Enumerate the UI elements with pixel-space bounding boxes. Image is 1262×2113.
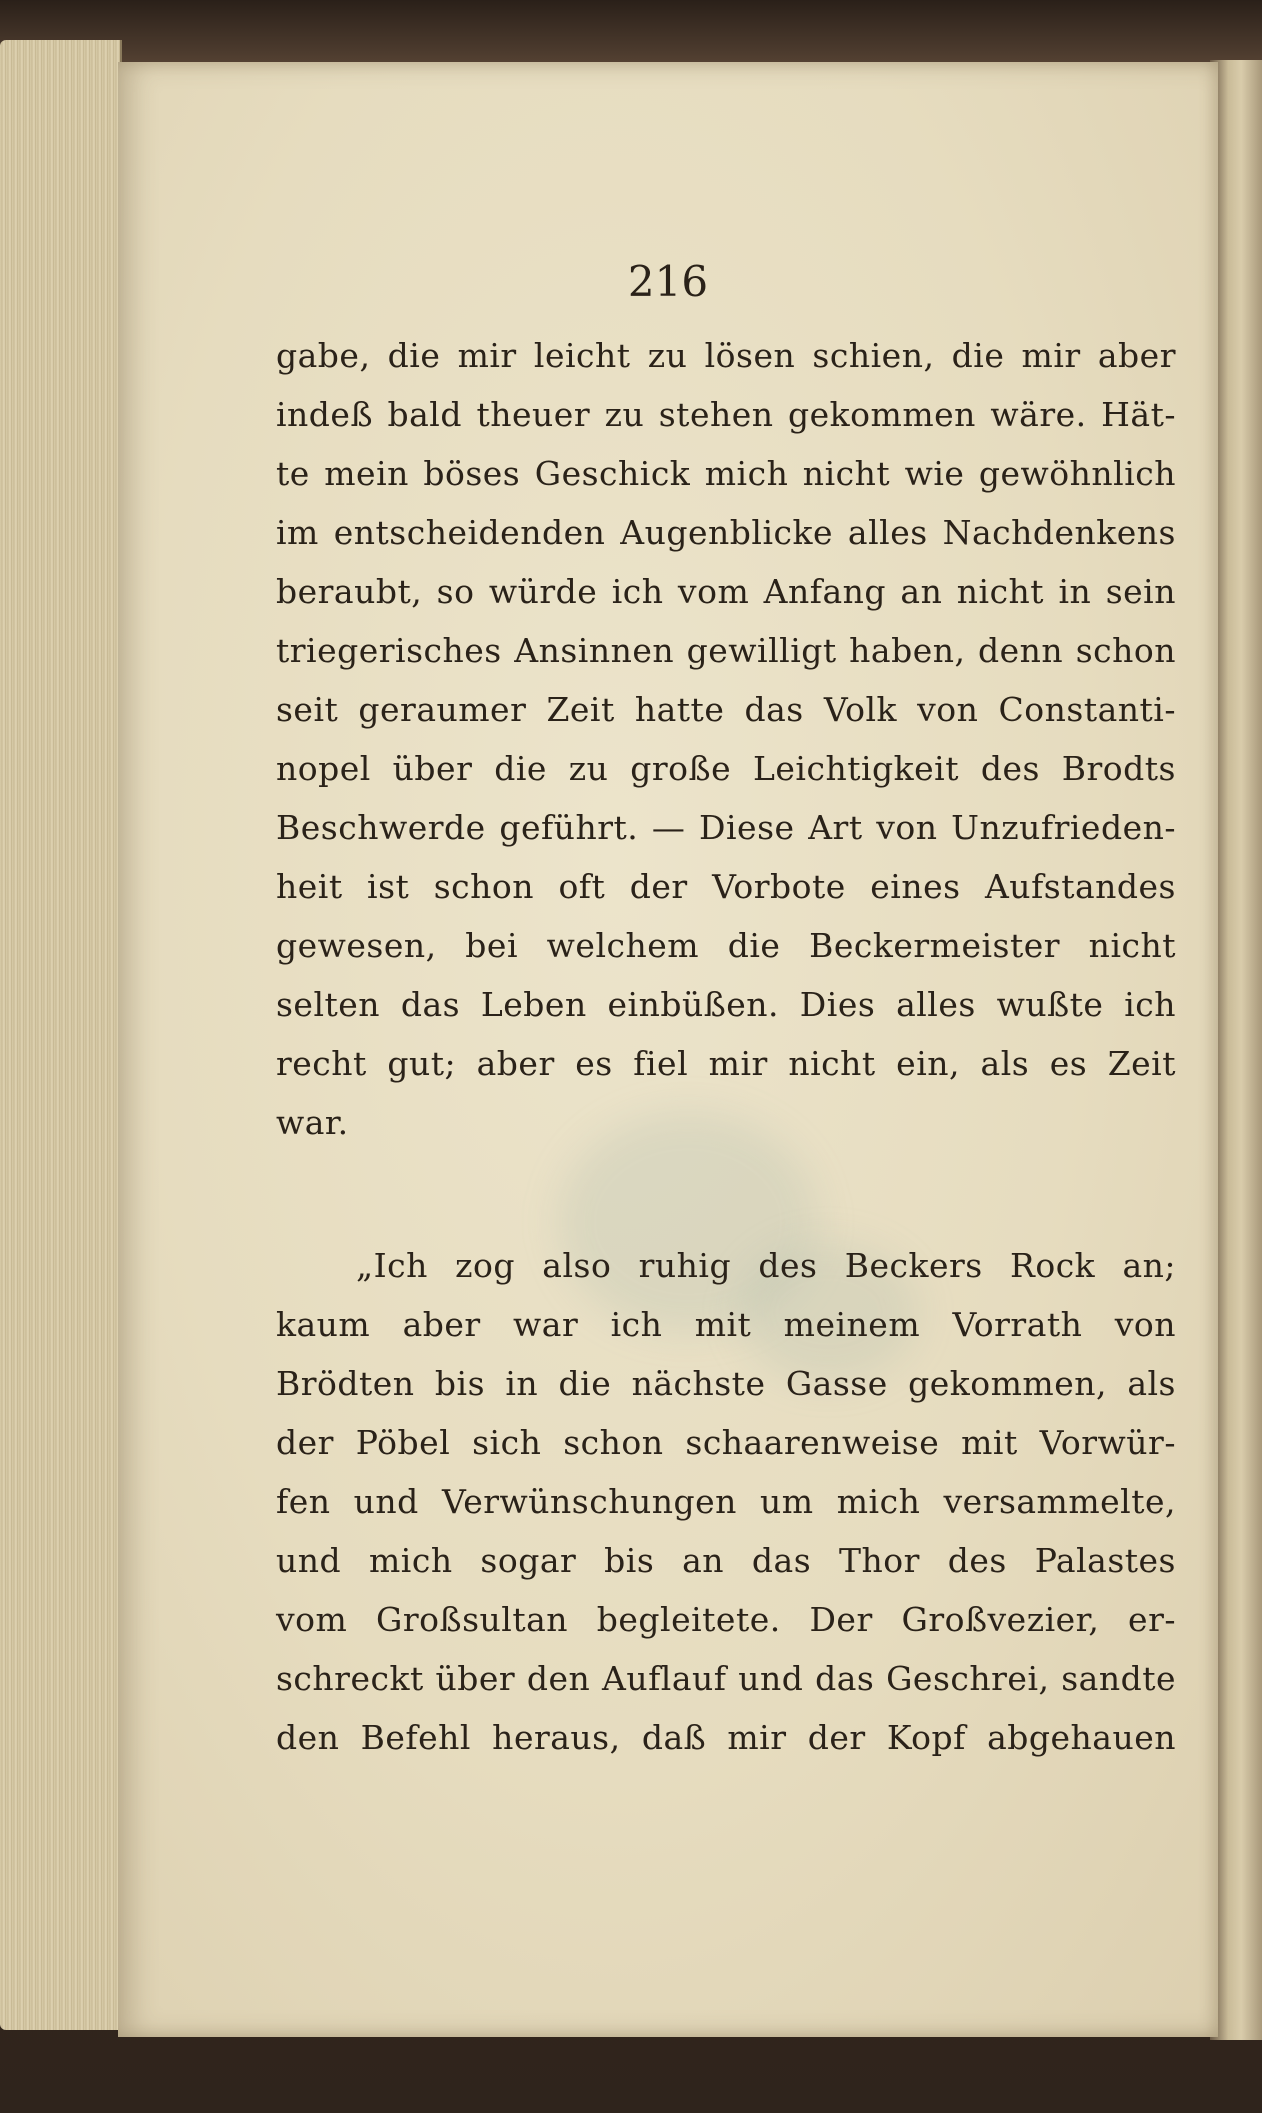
page-number: 216	[627, 257, 709, 306]
text-line: Brödten bis in die nächste Gasse gekommen, als	[276, 1364, 1176, 1403]
text-line: seit geraumer Zeit hatte das Volk von Constanti-	[276, 690, 1176, 729]
text-line: recht gut; aber es fiel mir nicht ein, als es Zeit	[276, 1044, 1176, 1083]
text-line: schreckt über den Auflauf und das Geschrei, sandte	[276, 1659, 1176, 1698]
text-line: beraubt, so würde ich vom Anfang an nicht in sein	[276, 572, 1176, 611]
text-line: Beschwerde geführt. — Diese Art von Unzufrieden-	[276, 808, 1176, 847]
text-line: gabe, die mir leicht zu lösen schien, die mir aber	[276, 336, 1176, 375]
page-stack-edge	[0, 40, 122, 2030]
paragraph	[276, 1236, 1176, 1767]
text-line: indeß bald theuer zu stehen gekommen wäre. Hät-	[276, 395, 1176, 434]
text-line: der Pöbel sich schon schaarenweise mit Vorwür-	[276, 1423, 1176, 1462]
body-text	[276, 326, 1176, 1767]
text-line: gewesen, bei welchem die Beckermeister nicht	[276, 926, 1176, 965]
text-line: te mein böses Geschick mich nicht wie gewöhnlich	[276, 454, 1176, 493]
text-line: vom Großsultan begleitete. Der Großvezier, er-	[276, 1600, 1176, 1639]
text-line: im entscheidenden Augenblicke alles Nachdenkens	[276, 513, 1176, 552]
text-line: selten das Leben einbüßen. Dies alles wußte ich	[276, 985, 1176, 1024]
paragraph	[276, 326, 1176, 1152]
text-line: heit ist schon oft der Vorbote eines Aufstandes	[276, 867, 1176, 906]
paragraph-gap	[276, 1152, 1176, 1236]
text-line: „Ich zog also ruhig des Beckers Rock an;	[356, 1246, 1176, 1285]
text-line: nopel über die zu große Leichtigkeit des Brodts	[276, 749, 1176, 788]
text-line: fen und Verwünschungen um mich versammelte,	[276, 1482, 1176, 1521]
text-line: kaum aber war ich mit meinem Vorrath von	[276, 1305, 1176, 1344]
text-line: triegerisches Ansinnen gewilligt haben, denn schon	[276, 631, 1176, 670]
text-line: den Befehl heraus, daß mir der Kopf abgehauen	[276, 1718, 1176, 1757]
text-line: war.	[276, 1103, 349, 1142]
text-line: und mich sogar bis an das Thor des Palastes	[276, 1541, 1176, 1580]
